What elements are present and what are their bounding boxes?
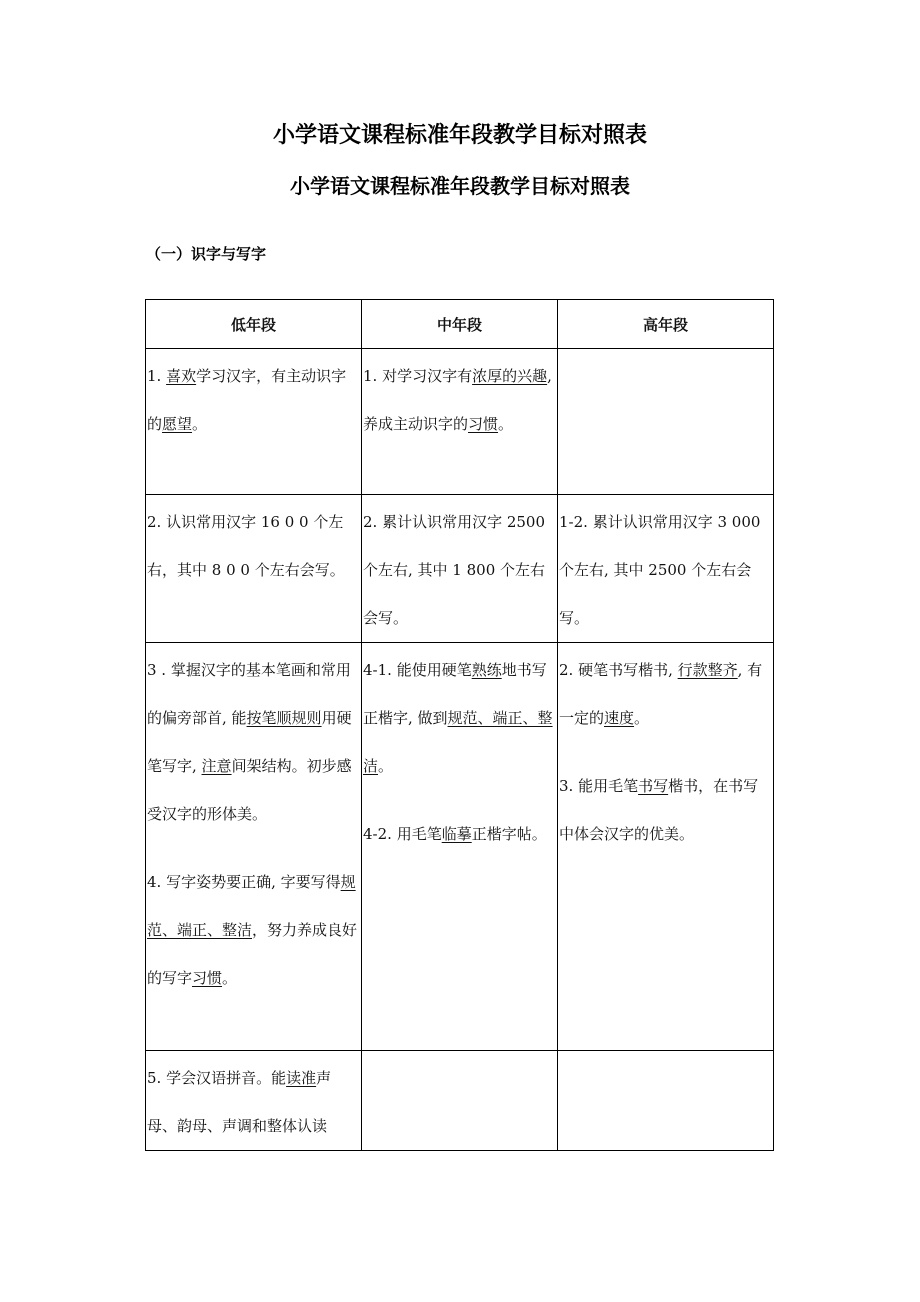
goal-text: 4-1. 能使用硬笔熟练地书写正楷字, 做到规范、端正、整洁。: [363, 661, 553, 775]
table-row: [146, 1051, 774, 1151]
goal-text: 1. 喜欢学习汉字，有主动识字的愿望。: [147, 367, 347, 433]
goal-text: 4. 写字姿势要正确, 字要写得规范、端正、整洁，努力养成良好的写字习惯。: [147, 873, 358, 987]
cell-high: [558, 495, 774, 643]
cell-low: [146, 495, 362, 643]
table-header-row: [146, 300, 774, 349]
cell-mid: [362, 643, 558, 1051]
table-row: [146, 349, 774, 495]
goal-text: 5. 学会汉语拼音。能读准声母、韵母、声调和整体认读: [147, 1069, 332, 1135]
cell-high: [558, 643, 774, 1051]
header-mid-grade: 中年段: [362, 300, 558, 349]
header-low-grade: 低年段: [146, 300, 362, 349]
cell-low: [146, 349, 362, 495]
goal-text: 3 . 掌握汉字的基本笔画和常用的偏旁部首, 能按笔顺规则用硬笔写字, 注意间架结构。初步感受汉字的形体美。: [147, 661, 352, 823]
goal-text: 2. 认识常用汉字 16 0 0 个左右，其中 8 0 0 个左右会写。: [147, 513, 345, 579]
cell-mid: [362, 349, 558, 495]
table-row: [146, 643, 774, 1051]
cell-mid: [362, 495, 558, 643]
goal-text: 3. 能用毛笔书写楷书，在书写中体会汉字的优美。: [559, 777, 759, 843]
cell-low: [146, 643, 362, 1051]
document-title: 小学语文课程标准年段教学目标对照表: [272, 123, 647, 148]
goals-table: [145, 299, 774, 1151]
cell-high: [558, 349, 774, 495]
cell-low: [146, 1051, 362, 1151]
document-subtitle: 小学语文课程标准年段教学目标对照表: [290, 174, 630, 198]
goal-text: 4-2. 用毛笔临摹正楷字帖。: [363, 825, 547, 843]
cell-high: [558, 1051, 774, 1151]
goal-text: 2. 累计认识常用汉字 2500 个左右, 其中 1 800 个左右会写。: [363, 513, 546, 627]
header-high-grade: 高年段: [558, 300, 774, 349]
goal-text: 1-2. 累计认识常用汉字 3 000 个左右, 其中 2500 个左右会写。: [559, 513, 761, 627]
goal-text: 1. 对学习汉字有浓厚的兴趣,养成主动识字的习惯。: [363, 367, 552, 433]
goal-text: 2. 硬笔书写楷书, 行款整齐, 有一定的速度。: [559, 661, 763, 727]
table-row: [146, 495, 774, 643]
section-heading: （一）识字与写字: [146, 245, 267, 263]
cell-mid: [362, 1051, 558, 1151]
